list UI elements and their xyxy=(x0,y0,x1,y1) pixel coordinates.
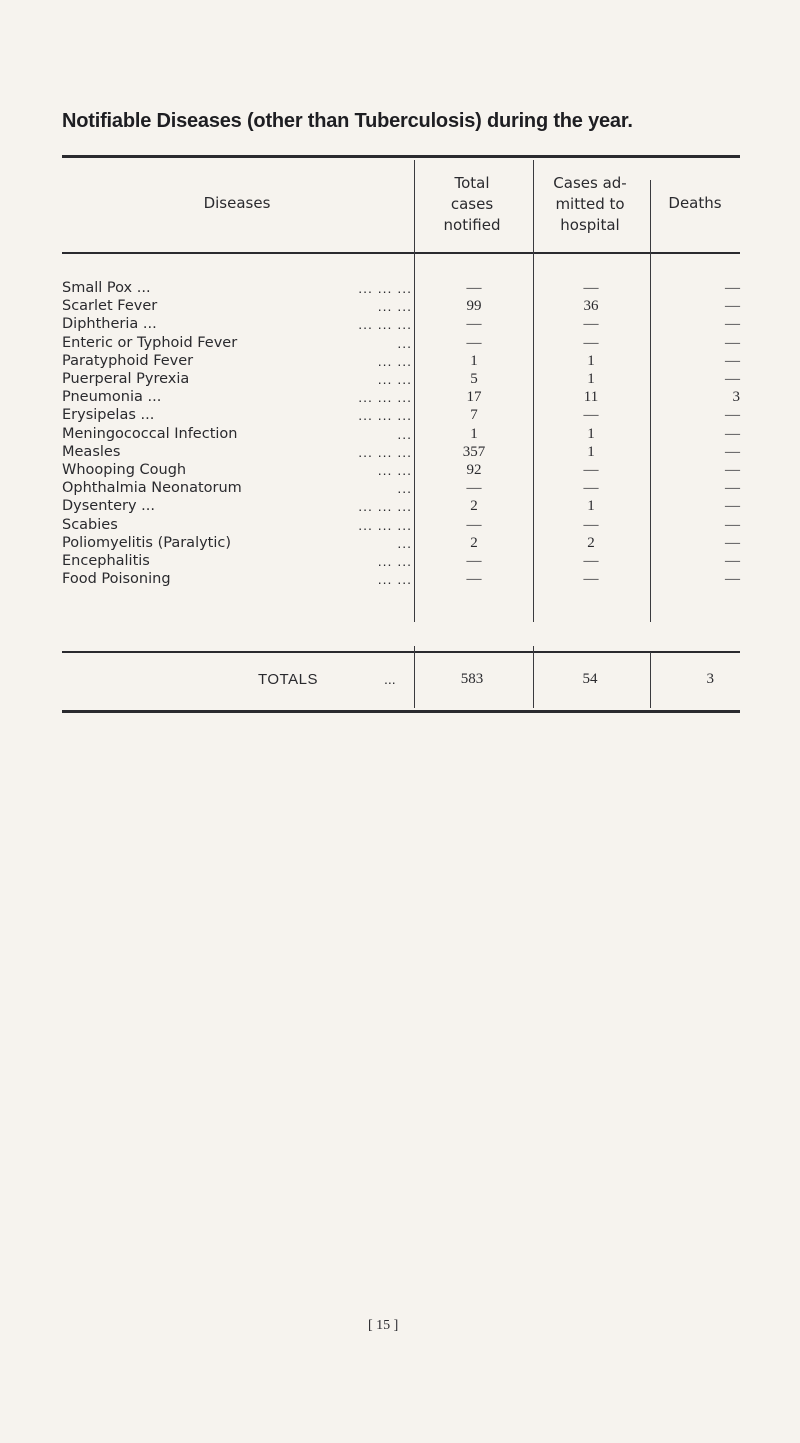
table-row xyxy=(62,534,740,552)
cell-hospital: — xyxy=(583,280,599,296)
cell-total: 99 xyxy=(466,298,482,315)
leader-dots: ... ... ... xyxy=(358,389,412,406)
header-total-line-2: cases xyxy=(450,195,494,213)
cell-hospital: 36 xyxy=(583,298,599,315)
cell-hospital: — xyxy=(583,407,599,424)
cell-deaths: — xyxy=(725,425,740,442)
cell-deaths: — xyxy=(725,462,740,478)
disease-name: Scarlet Fever xyxy=(62,298,158,315)
header-total-line-1: Total xyxy=(454,174,490,192)
cell-hospital: — xyxy=(583,334,599,351)
cell-hospital: 1 xyxy=(587,371,595,387)
totals-total-cases: 583 xyxy=(460,671,484,687)
cell-deaths: — xyxy=(725,334,740,351)
cell-total: — xyxy=(466,334,482,351)
leader-dots: ... ... xyxy=(377,371,412,387)
cell-hospital: — xyxy=(583,553,599,569)
cell-deaths: — xyxy=(725,534,740,551)
disease-name: Encephalitis xyxy=(62,553,150,569)
cell-hospital: 1 xyxy=(587,498,595,515)
page-title: Notifiable Diseases (other than Tuberculosis) during the year. xyxy=(62,110,633,132)
disease-name: Dysentery ... xyxy=(62,498,155,515)
cell-total: — xyxy=(466,516,482,533)
totals-label: TOTALS xyxy=(258,671,318,688)
table-row xyxy=(62,425,740,443)
header-bottom-rule xyxy=(62,252,740,254)
table-row xyxy=(62,334,740,352)
table-top-rule xyxy=(62,155,740,158)
disease-name: Food Poisoning xyxy=(62,571,171,588)
disease-name: Meningococcal Infection xyxy=(62,425,238,442)
leader-dots: ... xyxy=(397,334,412,351)
cell-total: 17 xyxy=(466,389,482,406)
cell-total: 1 xyxy=(470,352,478,369)
header-deaths: Deaths xyxy=(668,194,722,212)
leader-dots: ... ... ... xyxy=(358,280,412,296)
cell-deaths: — xyxy=(725,480,740,497)
leader-dots: ... xyxy=(397,534,412,551)
table-row xyxy=(62,552,740,570)
table-row xyxy=(62,479,740,497)
cell-hospital: 2 xyxy=(587,534,595,551)
cell-hospital: — xyxy=(583,316,599,333)
table-row xyxy=(62,388,740,406)
cell-deaths: — xyxy=(725,371,740,387)
leader-dots: ... ... xyxy=(377,553,412,569)
cell-deaths: — xyxy=(725,498,740,515)
cell-deaths: — xyxy=(725,298,740,315)
header-hospital-line-1: Cases ad- xyxy=(553,174,627,192)
header-hospital-line-2: mitted to xyxy=(555,195,625,213)
cell-total: — xyxy=(466,480,482,497)
totals-top-rule xyxy=(62,651,740,653)
header-divider-2 xyxy=(533,160,534,270)
header-diseases: Diseases xyxy=(203,194,271,212)
cell-total: 1 xyxy=(470,425,478,442)
cell-hospital: — xyxy=(583,571,599,588)
totals-deaths: 3 xyxy=(706,671,714,687)
disease-name: Diphtheria ... xyxy=(62,316,157,333)
leader-dots: ... ... xyxy=(377,571,412,588)
cell-deaths: — xyxy=(725,516,740,533)
header-divider-1 xyxy=(414,160,415,270)
totals-dots: ... xyxy=(384,671,396,687)
table-row xyxy=(62,443,740,461)
disease-name: Poliomyelitis (Paralytic) xyxy=(62,534,232,551)
cell-hospital: 11 xyxy=(583,389,599,406)
totals-hospital-cases: 54 xyxy=(582,671,598,687)
header-hospital-line-3: hospital xyxy=(560,216,620,234)
page-number: [ 15 ] xyxy=(368,1318,399,1333)
table-row xyxy=(62,461,740,479)
disease-name: Small Pox ... xyxy=(62,280,151,296)
cell-deaths: — xyxy=(725,407,740,424)
cell-deaths: — xyxy=(725,316,740,333)
disease-name: Puerperal Pyrexia xyxy=(62,371,190,387)
cell-deaths: 3 xyxy=(732,389,740,406)
header-total-line-3: notified xyxy=(443,216,501,234)
disease-name: Scabies xyxy=(62,516,118,533)
cell-total: — xyxy=(466,571,482,588)
cell-hospital: 1 xyxy=(587,443,595,460)
header-hospital-cases xyxy=(533,173,647,236)
table-row xyxy=(62,315,740,333)
table-row xyxy=(62,406,740,424)
cell-deaths: — xyxy=(725,571,740,588)
leader-dots: ... xyxy=(397,480,412,497)
cell-hospital: — xyxy=(583,480,599,497)
disease-name: Ophthalmia Neonatorum xyxy=(62,480,242,497)
header-total-cases xyxy=(414,173,530,236)
cell-total: 5 xyxy=(470,371,478,387)
leader-dots: ... ... xyxy=(377,298,412,315)
cell-total: 7 xyxy=(470,407,478,424)
leader-dots: ... ... ... xyxy=(358,516,412,533)
leader-dots: ... ... ... xyxy=(358,316,412,333)
cell-deaths: — xyxy=(725,553,740,569)
cell-hospital: — xyxy=(583,516,599,533)
cell-total: 92 xyxy=(466,462,482,478)
table-row xyxy=(62,370,740,388)
cell-hospital: 1 xyxy=(587,352,595,369)
cell-deaths: — xyxy=(725,280,740,296)
cell-total: 2 xyxy=(470,498,478,515)
disease-name: Erysipelas ... xyxy=(62,407,155,424)
cell-total: — xyxy=(466,316,482,333)
leader-dots: ... ... ... xyxy=(358,498,412,515)
leader-dots: ... ... ... xyxy=(358,443,412,460)
table-row xyxy=(62,570,740,588)
cell-deaths: — xyxy=(725,443,740,460)
cell-total: 2 xyxy=(470,534,478,551)
cell-hospital: — xyxy=(583,462,599,478)
table-row xyxy=(62,352,740,370)
table-row xyxy=(62,497,740,515)
disease-name: Whooping Cough xyxy=(62,462,187,478)
table-row xyxy=(62,279,740,297)
cell-total: 357 xyxy=(462,443,486,460)
table-row xyxy=(62,297,740,315)
disease-name: Measles xyxy=(62,443,121,460)
leader-dots: ... xyxy=(397,425,412,442)
disease-name: Pneumonia ... xyxy=(62,389,162,406)
cell-hospital: 1 xyxy=(587,425,595,442)
cell-total: — xyxy=(466,553,482,569)
disease-name: Paratyphoid Fever xyxy=(62,352,194,369)
table-row xyxy=(62,516,740,534)
cell-deaths: — xyxy=(725,352,740,369)
disease-name: Enteric or Typhoid Fever xyxy=(62,334,238,351)
cell-total: — xyxy=(466,280,482,296)
leader-dots: ... ... ... xyxy=(358,407,412,424)
table-bottom-rule xyxy=(62,710,740,713)
leader-dots: ... ... xyxy=(377,462,412,478)
leader-dots: ... ... xyxy=(377,352,412,369)
